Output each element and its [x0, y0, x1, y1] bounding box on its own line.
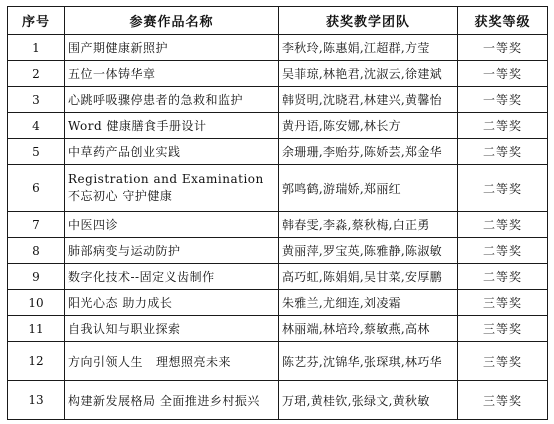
- row-level: 一等奖: [458, 61, 548, 87]
- table-row: [8, 381, 548, 420]
- row-level: 二等奖: [458, 139, 548, 165]
- row-team: 韩贤明,沈晓君,林建兴,黄馨怡: [279, 87, 458, 113]
- table-row: [8, 35, 548, 61]
- row-level: 三等奖: [458, 342, 548, 381]
- row-team: 李秋玲,陈惠娟,江超群,方莹: [279, 35, 458, 61]
- row-work: 五位一体铸华章: [65, 61, 279, 87]
- row-team: 余珊珊,李贻芬,陈娇芸,郑金华: [279, 139, 458, 165]
- row-team: 朱雅兰,尤细连,刘凌霜: [279, 290, 458, 316]
- row-work: 心跳呼吸骤停患者的急救和监护: [65, 87, 279, 113]
- row-no: 3: [8, 87, 65, 113]
- row-work: 构建新发展格局 全面推进乡村振兴: [65, 381, 279, 420]
- table-row: [8, 139, 548, 165]
- row-no: 6: [8, 165, 65, 212]
- row-team: 万珺,黄桂钦,张绿文,黄秋敏: [279, 381, 458, 420]
- row-work: 围产期健康新照护: [65, 35, 279, 61]
- header-level: 获奖等级: [458, 7, 548, 35]
- row-level: 三等奖: [458, 290, 548, 316]
- row-level: 二等奖: [458, 165, 548, 212]
- table-row: [8, 212, 548, 238]
- row-no: 11: [8, 316, 65, 342]
- row-work: 数字化技术--固定义齿制作: [65, 264, 279, 290]
- row-no: 9: [8, 264, 65, 290]
- row-no: 5: [8, 139, 65, 165]
- row-work: Word 健康膳食手册设计: [65, 113, 279, 139]
- table-row: [8, 113, 548, 139]
- table-row: [8, 87, 548, 113]
- header-row: [8, 7, 548, 35]
- row-level: 一等奖: [458, 35, 548, 61]
- row-no: 4: [8, 113, 65, 139]
- row-no: 1: [8, 35, 65, 61]
- row-team: 韩春雯,李淼,蔡秋梅,白正勇: [279, 212, 458, 238]
- row-work: Registration and Examination 不忘初心 守护健康: [65, 165, 279, 212]
- table-row: [8, 61, 548, 87]
- header-work: 参赛作品名称: [65, 7, 279, 35]
- awards-table: [7, 6, 548, 420]
- table-row: [8, 316, 548, 342]
- table-row: [8, 290, 548, 316]
- row-work: 自我认知与职业探索: [65, 316, 279, 342]
- table-body: [8, 35, 548, 420]
- table-row: [8, 238, 548, 264]
- row-level: 三等奖: [458, 316, 548, 342]
- row-level: 一等奖: [458, 87, 548, 113]
- header-no: 序号: [8, 7, 65, 35]
- table-row: [8, 342, 548, 381]
- row-team: 林丽端,林培玲,蔡敏燕,高林: [279, 316, 458, 342]
- row-level: 二等奖: [458, 264, 548, 290]
- table-row: [8, 264, 548, 290]
- header-team: 获奖教学团队: [279, 7, 458, 35]
- row-no: 7: [8, 212, 65, 238]
- row-no: 12: [8, 342, 65, 381]
- table-header: [8, 7, 548, 35]
- row-work: 方向引领人生 理想照亮未来: [65, 342, 279, 381]
- row-no: 8: [8, 238, 65, 264]
- table-row: [8, 165, 548, 212]
- row-level: 二等奖: [458, 113, 548, 139]
- row-work: 中医四诊: [65, 212, 279, 238]
- row-level: 二等奖: [458, 212, 548, 238]
- row-no: 10: [8, 290, 65, 316]
- row-no: 2: [8, 61, 65, 87]
- row-work: 中草药产品创业实践: [65, 139, 279, 165]
- row-team: 郭鸣鹤,游瑞娇,郑丽红: [279, 165, 458, 212]
- row-level: 三等奖: [458, 381, 548, 420]
- row-team: 黄丹语,陈安娜,林长方: [279, 113, 458, 139]
- row-team: 高巧虹,陈娟娟,吴甘菜,安厚鹏: [279, 264, 458, 290]
- row-work: 肺部病变与运动防护: [65, 238, 279, 264]
- row-team: 陈艺芬,沈锦华,张琛琪,林巧华: [279, 342, 458, 381]
- row-team: 吴菲琼,林艳君,沈淑云,徐建斌: [279, 61, 458, 87]
- row-level: 二等奖: [458, 238, 548, 264]
- row-no: 13: [8, 381, 65, 420]
- row-work: 阳光心态 助力成长: [65, 290, 279, 316]
- row-team: 黄丽萍,罗宝英,陈雅静,陈淑敏: [279, 238, 458, 264]
